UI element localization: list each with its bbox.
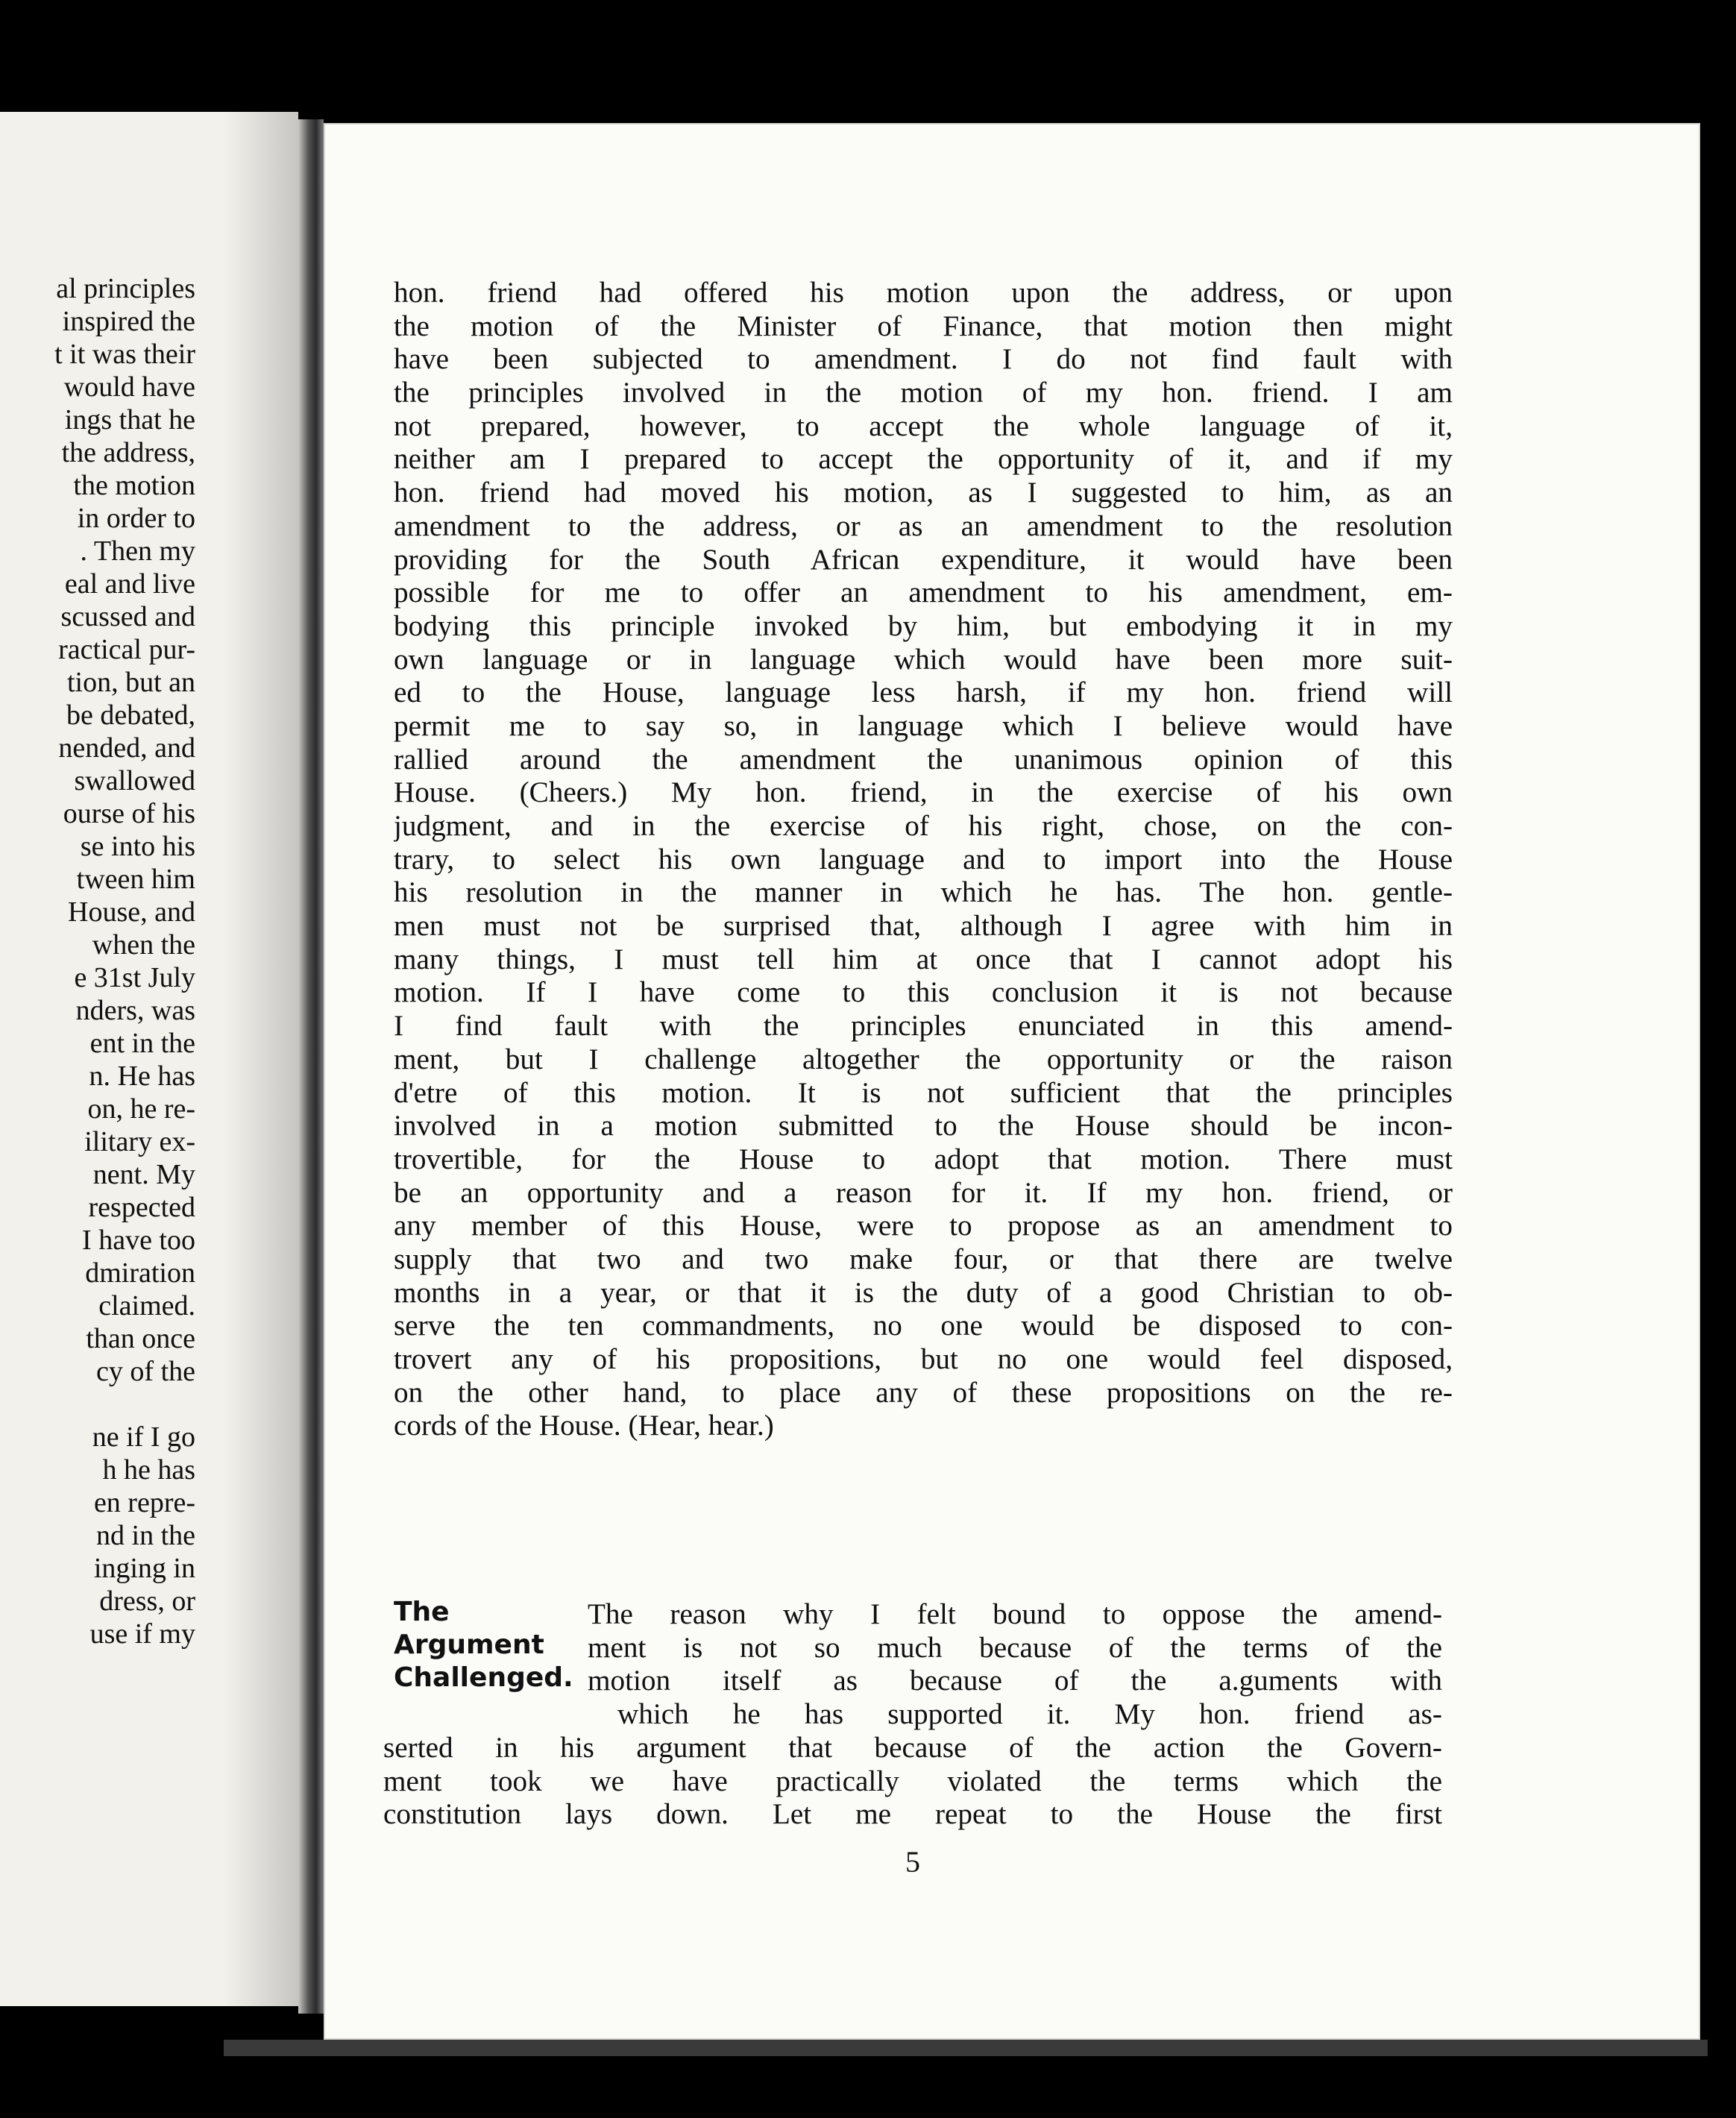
text-line: e 31st July: [74, 962, 195, 993]
text-line: ourse of his: [63, 798, 195, 829]
text-line: dmiration: [85, 1257, 195, 1289]
paragraph-1: [394, 277, 1453, 1443]
text-line: ment took we have practically violated the terms which the: [383, 1765, 1442, 1797]
text-line: ractical pur-: [58, 634, 195, 665]
text-line: House. (Cheers.) My hon. friend, in the exercise of his own: [394, 776, 1453, 809]
text-line: hon. friend had moved his motion, as I suggested to him, as an: [394, 477, 1453, 509]
text-line: neither am I prepared to accept the opportunity of it, and if my: [394, 443, 1453, 476]
text-line: nended, and: [58, 732, 195, 764]
text-line: dress, or: [99, 1586, 195, 1617]
text-line: judgment, and in the exercise of his right, chose, on the con-: [394, 810, 1453, 842]
text-line: trovert any of his propositions, but no one would feel disposed,: [394, 1343, 1453, 1375]
text-line: I have too: [82, 1225, 195, 1256]
text-line: al principles: [56, 273, 195, 304]
text-line: The reason why I felt bound to oppose the amend-: [588, 1598, 1442, 1630]
text-line: h he has: [102, 1454, 195, 1486]
book-gutter: [298, 119, 324, 2014]
text-line: constitution lays down. Let me repeat to the House the first: [383, 1798, 1442, 1831]
text-line: House, and: [68, 896, 195, 928]
text-line: which he has supported it. My hon. friend as-: [617, 1698, 1442, 1731]
text-line: serve the ten commandments, no one would be disposed to con-: [394, 1310, 1453, 1342]
text-line: ed to the House, language less harsh, if my hon. friend will: [394, 676, 1453, 709]
margin-heading-line: Argument: [394, 1630, 544, 1660]
text-line: the address,: [61, 437, 195, 468]
text-line: n. He has: [89, 1060, 195, 1092]
text-line: rallied around the amendment the unanimous opinion of this: [394, 743, 1453, 776]
text-line: any member of this House, were to propose as an amendment to: [394, 1210, 1453, 1242]
margin-heading-line: Challenged.: [394, 1662, 573, 1693]
text-line: claimed.: [98, 1290, 195, 1322]
text-line: be debated,: [66, 700, 195, 731]
text-line: involved in a motion submitted to the House should be incon-: [394, 1110, 1453, 1143]
text-line: d'etre of this motion. It is not sufficient that the principles: [394, 1076, 1453, 1109]
paragraph-2-full-width: [383, 1732, 1442, 1832]
margin-heading-line: The: [394, 1597, 450, 1627]
text-line: his resolution in the manner in which he has. The hon. gentle-: [394, 876, 1453, 909]
text-line: motion itself as because of the a.guments with: [588, 1665, 1442, 1697]
text-line: trovertible, for the House to adopt that motion. There must: [394, 1143, 1453, 1175]
text-line: nders, was: [75, 995, 195, 1026]
text-line: months in a year, or that it is the duty of a good Christian to ob-: [394, 1276, 1453, 1309]
text-line: be an opportunity and a reason for it. If my hon. friend, or: [394, 1176, 1453, 1209]
text-line: en repre-: [93, 1487, 195, 1518]
text-line: permit me to say so, in language which I believe would have: [394, 709, 1453, 742]
text-line: not prepared, however, to accept the whole language of it,: [394, 409, 1453, 442]
text-line: ilitary ex-: [84, 1126, 195, 1157]
text-line: the principles involved in the motion of my hon. friend. I am: [394, 377, 1453, 409]
text-line: ings that he: [64, 404, 195, 436]
text-line: cy of the: [96, 1356, 195, 1387]
text-line: t it was their: [54, 339, 195, 370]
text-line: on, he re-: [87, 1093, 195, 1125]
left-page-text: [0, 272, 195, 1650]
text-line: I find fault with the principles enunciated in this amend-: [394, 1010, 1453, 1043]
text-line: inging in: [93, 1553, 195, 1584]
text-line: would have: [63, 371, 195, 403]
text-line: own language or in language which would have been more suit-: [394, 643, 1453, 676]
text-line: tion, but an: [66, 667, 195, 698]
text-line: serted in his argument that because of the action the Govern-: [383, 1732, 1442, 1764]
text-line: ment is not so much because of the terms of the: [588, 1631, 1442, 1664]
text-line: possible for me to offer an amendment to his amendment, em-: [394, 576, 1453, 609]
text-line: . Then my: [80, 535, 195, 567]
text-line: nd in the: [96, 1520, 195, 1551]
text-line: motion. If I have come to this conclusion it is not because: [394, 976, 1453, 1009]
text-line: the motion of the Minister of Finance, that motion then might: [394, 309, 1453, 342]
text-line: inspired the: [62, 306, 195, 337]
text-line: scussed and: [60, 601, 195, 632]
text-line: ent in the: [89, 1028, 195, 1059]
page-bottom-edge: [224, 2040, 1708, 2056]
text-line: when the: [92, 929, 195, 961]
right-page: [324, 123, 1700, 2040]
text-line: hon. friend had offered his motion upon the address, or upon: [394, 277, 1453, 309]
text-line: men must not be surprised that, although I agree with him in: [394, 910, 1453, 943]
text-line: amendment to the address, or as an amendment to the resolution: [394, 509, 1453, 542]
text-line: cords of the House. (Hear, hear.): [394, 1410, 774, 1442]
text-line: tween him: [76, 864, 195, 895]
text-line: [0, 1388, 195, 1421]
text-line: supply that two and two make four, or that there are twelve: [394, 1242, 1453, 1275]
text-line: bodying this principle invoked by him, but embodying it in my: [394, 609, 1453, 642]
text-line: providing for the South African expenditure, it would have been: [394, 543, 1453, 576]
page-number: 5: [905, 1845, 920, 1879]
text-line: many things, I must tell him at once that I cannot adopt his: [394, 943, 1453, 975]
text-line: the motion: [73, 470, 195, 501]
text-line: in order to: [77, 503, 195, 534]
text-line: eal and live: [64, 568, 195, 600]
text-line: swallowed: [74, 765, 195, 796]
text-line: ment, but I challenge altogether the opportunity or the raison: [394, 1043, 1453, 1075]
margin-heading: [394, 1596, 573, 1694]
text-line: than once: [86, 1323, 195, 1354]
text-line: trary, to select his own language and to import into the House: [394, 843, 1453, 876]
text-line: on the other hand, to place any of these propositions on the re-: [394, 1376, 1453, 1409]
text-line: use if my: [89, 1618, 195, 1650]
text-line: respected: [88, 1192, 195, 1223]
text-line: ne if I go: [92, 1421, 195, 1453]
text-line: have been subjected to amendment. I do not find fault with: [394, 343, 1453, 376]
text-line: se into his: [80, 831, 195, 862]
text-line: nent. My: [92, 1159, 195, 1190]
paragraph-2-beside-heading: [588, 1598, 1442, 1732]
fold-shadow: [224, 112, 298, 2006]
